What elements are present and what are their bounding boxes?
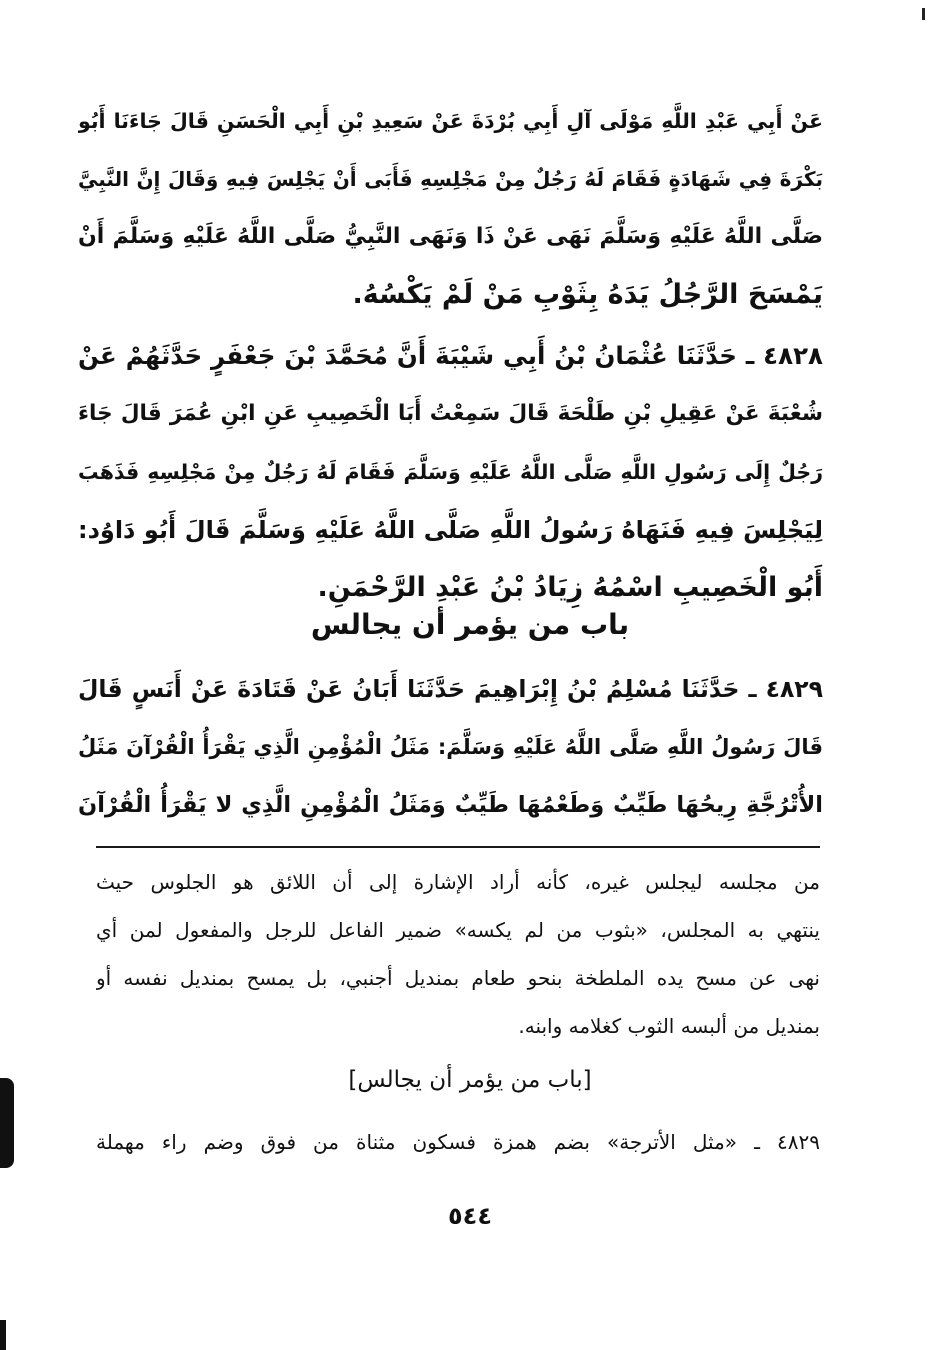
footnote-commentary	[96, 858, 820, 1050]
text-line: قَالَ رَسُولُ اللَّهِ صَلَّى اللَّهُ عَلَيْهِ وَسَلَّمَ: مَثَلُ الْمُؤْمِنِ الَّذِي يَقْرَأُ الْقُرْآنَ مَثَلُ	[78, 735, 823, 759]
page-number: ٥٤٤	[448, 1202, 492, 1230]
text-line: ٤٨٢٨ ـ حَدَّثَنَا عُثْمَانُ بْنُ أَبِي شَيْبَةَ أَنَّ مُحَمَّدَ بْنَ جَعْفَرٍ حَدَّثَهُمْ عَنْ	[78, 341, 823, 370]
text-line: رَجُلٌ إِلَى رَسُولِ اللَّهِ صَلَّى اللَّهُ عَلَيْهِ وَسَلَّمَ فَقَامَ لَهُ رَجُلٌ مِنْ مَجْلِسِهِ فَذَهَبَ	[78, 460, 823, 484]
hadith-4829	[78, 660, 823, 834]
footnote-4829	[96, 1118, 820, 1166]
scan-artifact	[0, 1078, 14, 1168]
footnote-line: ينتهي به المجلس، «بثوب من لم يكسه» ضمير الفاعل للرجل والمفعول لمن أي	[96, 918, 820, 942]
scan-artifact	[0, 1320, 6, 1350]
text-line: عَنْ أَبِي عَبْدِ اللَّهِ مَوْلَى آلِ أَبِي بُرْدَةَ عَنْ سَعِيدِ بْنِ أَبِي الْحَسَنِ قَالَ جَاءَنَا أَبُو	[78, 109, 823, 133]
text-line: شُعْبَةَ عَنْ عَقِيلِ بْنِ طَلْحَةَ قَالَ سَمِعْتُ أَبَا الْخَصِيبِ عَنِ ابْنِ عُمَرَ قَالَ جَاءَ	[78, 401, 823, 426]
text-line: بَكْرَةَ فِي شَهَادَةٍ فَقَامَ لَهُ رَجُلٌ مِنْ مَجْلِسِهِ فَأَبَى أَنْ يَجْلِسَ فِيهِ وَقَالَ إِنَّ النَّبِيَّ	[78, 167, 823, 191]
footnote-divider	[96, 846, 820, 848]
footnote-line: نهى عن مسح يده الملطخة بنحو طعام بمنديل أجنبي، بل يمسح بمنديل نفسه أو	[96, 966, 820, 990]
footnote-line: من مجلسه ليجلس غيره، كأنه أراد الإشارة إلى أن اللائق هو الجلوس حيث	[96, 870, 820, 894]
scan-artifact	[922, 8, 925, 20]
text-line: لِيَجْلِسَ فِيهِ فَنَهَاهُ رَسُولُ اللَّهِ صَلَّى اللَّهُ عَلَيْهِ وَسَلَّمَ قَالَ أَبُو دَاوُد:	[78, 516, 823, 544]
text-line: أَبُو الْخَصِيبِ اسْمُهُ زِيَادُ بْنُ عَبْدِ الرَّحْمَنِ.	[317, 572, 823, 603]
hadith-4828	[78, 327, 823, 617]
text-line: ٤٨٢٩ ـ حَدَّثَنَا مُسْلِمُ بْنُ إِبْرَاهِيمَ حَدَّثَنَا أَبَانُ عَنْ قَتَادَةَ عَنْ أَنَسٍ قَالَ	[78, 675, 823, 703]
footnote-line: بمنديل من ألبسه الثوب كغلامه وابنه.	[518, 1014, 820, 1038]
footnote-line: ٤٨٢٩ ـ «مثل الأترجة» بضم همزة فسكون مثناة من فوق وضم راء مهملة	[96, 1130, 820, 1154]
text-line: صَلَّى اللَّهُ عَلَيْهِ وَسَلَّمَ نَهَى عَنْ ذَا وَنَهَى النَّبِيُّ صَلَّى اللَّهُ عَلَيْهِ وَسَلَّمَ أَنْ	[78, 224, 823, 249]
text-line: يَمْسَحَ الرَّجُلُ يَدَهُ بِثَوْبِ مَنْ لَمْ يَكْسُهُ.	[352, 279, 823, 310]
hadith-text-continuation	[78, 92, 823, 324]
text-line: الأُتْرُجَّةِ رِيحُهَا طَيِّبٌ وَطَعْمُهَا طَيِّبٌ وَمَثَلُ الْمُؤْمِنِ الَّذِي لا يَقْرَأُ الْقُرْآنَ	[78, 792, 823, 818]
footnote-chapter-heading: [باب من يؤمر أن يجالس]	[348, 1067, 592, 1093]
chapter-heading: باب من يؤمر أن يجالس	[310, 608, 630, 641]
